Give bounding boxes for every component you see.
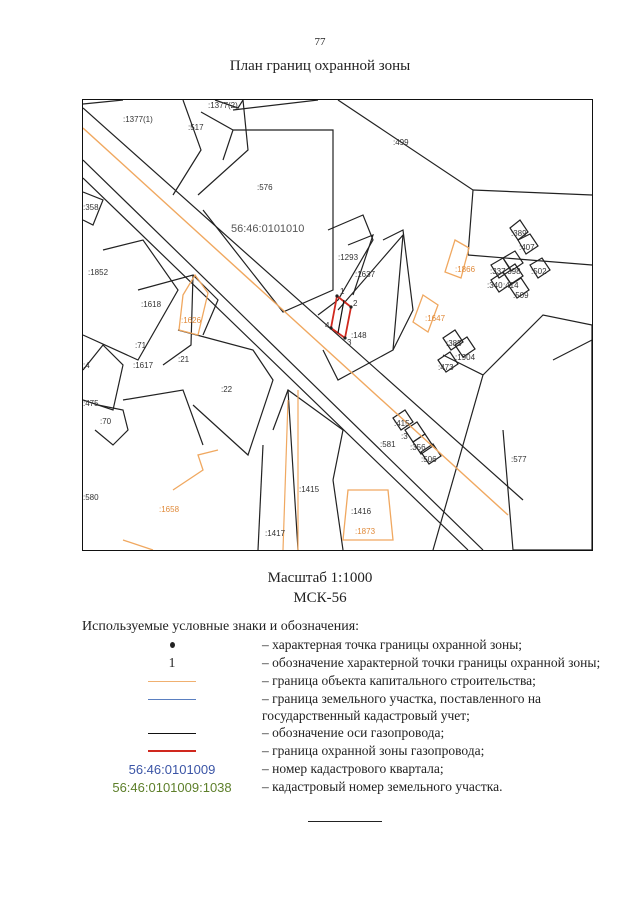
parcel-label: :1637 — [355, 270, 376, 279]
legend-item — [82, 742, 612, 760]
legend-item-text: – номер кадастрового квартала; — [262, 761, 444, 776]
parcel-label: :1415 — [299, 485, 320, 494]
parcel-label: :1416 — [351, 507, 372, 516]
parcel-label: :580 — [83, 493, 99, 502]
map-canvas — [83, 100, 592, 550]
legend-item — [82, 778, 612, 796]
parcel-label: :398 — [505, 267, 521, 276]
parcel-label: :385 — [446, 339, 462, 348]
gas-axis — [338, 300, 344, 333]
cadastral-number-symbol: 56:46:0101009:1038 — [112, 779, 232, 795]
parcel-label: :148 — [351, 331, 367, 340]
boundary-point-symbol — [170, 642, 175, 648]
point-number-symbol: 1 — [168, 655, 176, 670]
parcel-label: :21 — [178, 355, 190, 364]
parcel-label: :414 — [503, 281, 519, 290]
building-outline — [173, 450, 218, 490]
parcel-label: :1866 — [455, 265, 476, 274]
quarter-number-symbol: 56:46:0101009 — [128, 761, 216, 777]
parcel-label: :22 — [221, 385, 233, 394]
point-label: 4 — [325, 321, 330, 330]
parcel-label: :1658 — [159, 505, 180, 514]
legend-item-text: – граница объекта капитального строительства; — [262, 673, 536, 688]
map-scale: Масштаб 1:1000 — [267, 570, 373, 586]
axis-line-symbol — [148, 733, 196, 734]
parcel-label: :3 — [401, 432, 408, 441]
parcel-label: :358 — [83, 203, 99, 212]
parcel-label: :407 — [519, 243, 535, 252]
parcel-label: :499 — [393, 138, 409, 147]
parcel-label: :71 — [135, 341, 147, 350]
parcel-label: :1873 — [355, 527, 376, 536]
parcel-label: :415 — [394, 419, 410, 428]
legend-item-text: – обозначение характерной точки границы охранной зоны; — [262, 655, 601, 670]
parcel-label: :337 — [490, 267, 506, 276]
legend-item-text: – граница охранной зоны газопровода; — [262, 743, 485, 758]
parcel-label: :1293 — [338, 253, 359, 262]
parcel-label: :4 — [83, 361, 90, 370]
legend-item-text: – граница земельного участка, поставленного на государственный кадастровый учет; — [262, 691, 542, 723]
quarter-label: 56:46:0101010 — [231, 223, 305, 235]
parcel-label: :1377(1) — [123, 115, 153, 124]
parcel-label: :581 — [380, 440, 396, 449]
parcel-label: :506 — [421, 455, 437, 464]
legend-item-text: – кадастровый номер земельного участка. — [262, 779, 503, 794]
legend-item-text: – характерная точка границы охранной зоны; — [262, 637, 523, 652]
page-number: 77 — [314, 36, 326, 48]
road-edge-line — [83, 160, 483, 550]
zone-line-symbol — [148, 750, 196, 752]
boundary-point — [329, 326, 332, 329]
parcel-label: :517 — [188, 123, 204, 132]
legend — [82, 636, 612, 796]
parcel-label: :1617 — [133, 361, 154, 370]
point-label: 2 — [353, 299, 358, 308]
building-outline — [123, 540, 153, 550]
parcel-label: :340 — [487, 281, 503, 290]
legend-item — [82, 636, 612, 654]
point-label: 1 — [340, 287, 345, 296]
parcel-label: :1377(2) — [208, 101, 238, 110]
legend-item-text: – обозначение оси газопровода; — [262, 725, 445, 740]
legend-item — [82, 724, 612, 742]
legend-item — [82, 672, 612, 690]
gas-line-branch — [283, 400, 288, 550]
parcel-label: :576 — [257, 183, 273, 192]
parcel-label: :1852 — [88, 268, 109, 277]
parcel-label: :502 — [531, 267, 547, 276]
legend-item — [82, 690, 612, 724]
parcel-label: :1647 — [425, 314, 446, 323]
parcel-label: :356 — [410, 443, 426, 452]
parcel-label: :1904 — [455, 353, 476, 362]
parcel-label: :70 — [100, 417, 112, 426]
parcel-label: :509 — [513, 291, 529, 300]
parcel-label: :1417 — [265, 529, 286, 538]
legend-heading: Используемые условные знаки и обозначения: — [82, 619, 360, 634]
parcel-label: :1618 — [141, 300, 162, 309]
parcel-label: :577 — [511, 455, 527, 464]
coordinate-system: МСК-56 — [293, 590, 347, 606]
parcel-label: :473 — [438, 363, 454, 372]
parcel-label: :389 — [511, 229, 527, 238]
boundary-point — [335, 294, 338, 297]
map-frame — [82, 99, 593, 551]
end-rule — [308, 821, 382, 822]
parcel-label: :475 — [83, 399, 99, 408]
map-title: План границ охранной зоны — [229, 58, 411, 74]
building-line-symbol — [148, 681, 196, 682]
legend-item — [82, 654, 612, 672]
legend-item — [82, 760, 612, 778]
parcel-label: :1626 — [181, 316, 202, 325]
point-label: 3 — [347, 338, 352, 347]
parcel-line-symbol — [148, 699, 196, 700]
